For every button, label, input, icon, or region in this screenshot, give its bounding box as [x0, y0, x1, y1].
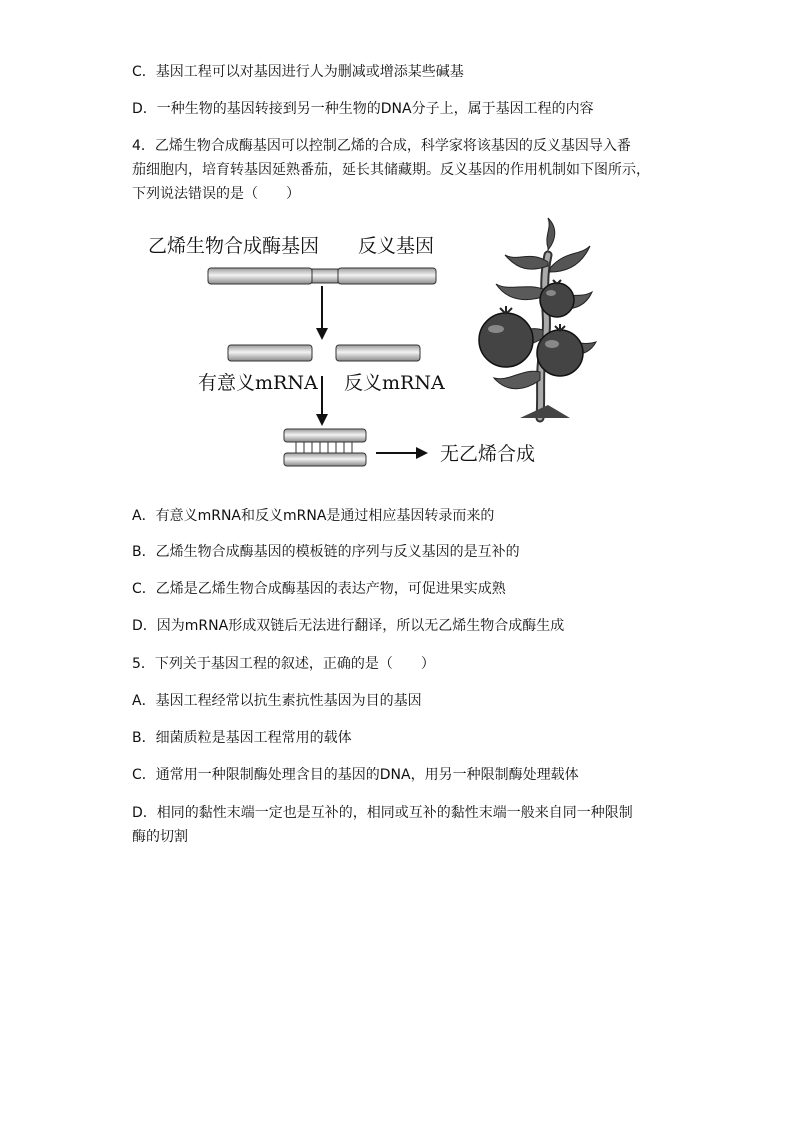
question-4-stem-line-2: 茄细胞内，培育转基因延熟番茄，延长其储藏期。反义基因的作用机制如下图所示， [132, 162, 650, 178]
question-4-stem-line-3: 下列说法错误的是（ ） [132, 186, 300, 202]
arrow-down-2-head [316, 414, 328, 426]
option-c-q3: C．基因工程可以对基因进行人为删减或增添某些碱基 [132, 64, 464, 80]
question-5-stem: 5．下列关于基因工程的叙述，正确的是（ ） [132, 656, 435, 672]
question-4-stem-line-1: 4．乙烯生物合成酶基因可以控制乙烯的合成，科学家将该基因的反义基因导入番 [132, 138, 631, 154]
option-b-q4: B．乙烯生物合成酶基因的模板链的序列与反义基因的是互补的 [132, 544, 520, 560]
sense-mrna-rod [228, 345, 312, 361]
double-strand-bottom [284, 453, 366, 466]
label-antisense-mrna: 反义mRNA [344, 372, 445, 394]
option-d-q5-line-1: D．相同的黏性末端一定也是互补的，相同或互补的黏性末端一般来自同一种限制 [132, 805, 633, 821]
antisense-mrna-rod [336, 345, 420, 361]
option-a-q5: A．基因工程经常以抗生素抗性基因为目的基因 [132, 693, 422, 709]
double-strand-top [284, 429, 366, 442]
option-a-q4: A．有意义mRNA和反义mRNA是通过相应基因转录而来的 [132, 508, 495, 524]
option-c-q5: C．通常用一种限制酶处理含目的基因的DNA，用另一种限制酶处理载体 [132, 767, 579, 783]
label-no-ethylene: 无乙烯合成 [440, 443, 536, 465]
tomato-plant-icon [479, 218, 596, 418]
option-d-q4: D．因为mRNA形成双链后无法进行翻译，所以无乙烯生物合成酶生成 [132, 618, 565, 634]
option-d-q5-line-2: 酶的切割 [132, 829, 188, 845]
label-ethylene-enzyme-gene: 乙烯生物合成酶基因 [148, 235, 320, 257]
option-c-q4: C．乙烯是乙烯生物合成酶基因的表达产物，可促进果实成熟 [132, 581, 506, 597]
label-sense-mrna: 有意义mRNA [198, 372, 318, 394]
arrow-down-1-head [316, 328, 328, 340]
option-d-q3: D．一种生物的基因转接到另一种生物的DNA分子上，属于基因工程的内容 [132, 101, 594, 117]
base-pair-rungs [296, 442, 352, 453]
gene-rod-joint [312, 269, 338, 283]
gene-rod-left [208, 268, 312, 284]
option-b-q5: B．细菌质粒是基因工程常用的载体 [132, 730, 352, 746]
label-antisense-gene: 反义基因 [358, 235, 435, 257]
gene-rod-right [338, 268, 436, 284]
arrow-right-head [416, 447, 428, 459]
